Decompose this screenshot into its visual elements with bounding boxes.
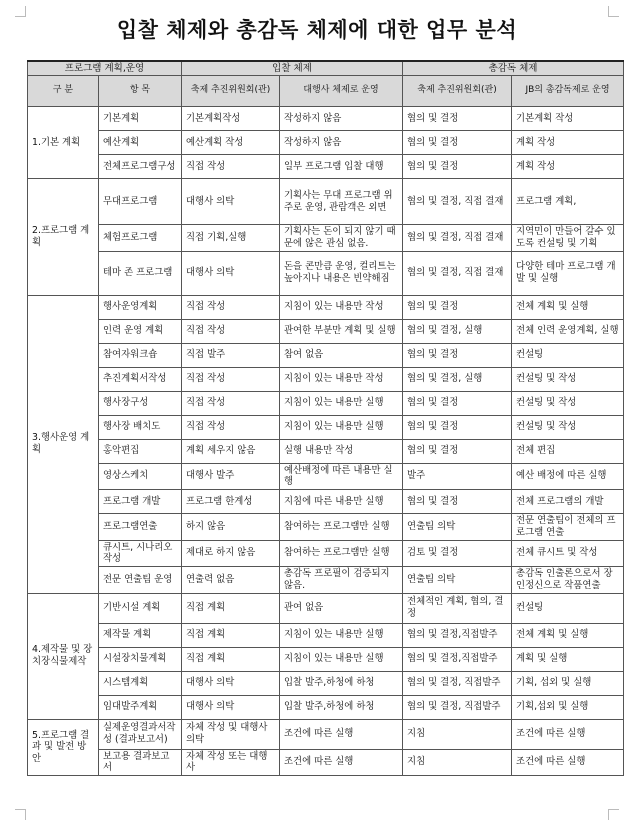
table-cell: 직접 작성 (182, 367, 280, 391)
table-cell: 협의 및 결정 (403, 391, 512, 415)
table-cell: 돈을 콘만큼 운영, 컬리트는 높아지나 내용은 빈약해짐 (280, 251, 403, 295)
table-cell: 예산배정에 따른 내용만 실행 (280, 463, 403, 490)
table-cell: 직접 발주 (182, 343, 280, 367)
table-cell: 영상스케치 (99, 463, 182, 490)
table-row (28, 107, 624, 131)
table-row (28, 463, 624, 490)
table-cell: 지침 (403, 719, 512, 749)
table-row (28, 671, 624, 695)
table-cell: 자체 작성 또는 대행사 (182, 749, 280, 776)
table-cell: 협의 및 결정, 직접발주 (403, 695, 512, 719)
table-cell: 발주 (403, 463, 512, 490)
table-cell: 직접 작성 (182, 391, 280, 415)
table-cell: 협의 및 결정 (403, 439, 512, 463)
header-row-2 (28, 76, 624, 107)
header-item: 항 목 (99, 76, 182, 107)
table-cell: 임대발주계획 (99, 695, 182, 719)
table-cell: 전체프로그램구성 (99, 155, 182, 179)
table-cell: 직접 작성 (182, 319, 280, 343)
table-cell: 지침이 있는 내용만 실행 (280, 415, 403, 439)
table-cell: 지침이 있는 내용만 실행 (280, 623, 403, 647)
table-cell: 시설장치물계획 (99, 647, 182, 671)
table-cell: 기본계획작성 (182, 107, 280, 131)
table-cell: 자체 작성 및 대행사의탁 (182, 719, 280, 749)
table-cell: 지침이 있는 내용만 작성 (280, 295, 403, 319)
table-cell: 검토 및 결정 (403, 540, 512, 567)
table-cell: 대행사 의탁 (182, 179, 280, 225)
table-cell: 하지 않음 (182, 514, 280, 541)
header-director-system: 총감독 체제 (403, 61, 624, 76)
table-cell: 계획 세우지 않음 (182, 439, 280, 463)
table-cell: 행사운영계획 (99, 295, 182, 319)
table-cell: 기획사는 돈이 되지 않기 때문에 않은 관심 없음. (280, 225, 403, 252)
table-cell: 협의 및 결정, 직접 결재 (403, 179, 512, 225)
table-cell: 프로그램 계획, (512, 179, 624, 225)
table-cell: 협의 및 결정 (403, 131, 512, 155)
table-cell: 전체 인력 운영계획, 실행 (512, 319, 624, 343)
table-cell: 대행사 발주 (182, 463, 280, 490)
table-cell: 시스템계획 (99, 671, 182, 695)
group-label: 4.제작물 및 장치장식물제작 (28, 593, 99, 719)
analysis-table (27, 60, 624, 776)
table-cell: 협의 및 결정, 직접발주 (403, 671, 512, 695)
table-cell: 대행사 의탁 (182, 671, 280, 695)
table-cell: 큐시트, 시나리오작성 (99, 540, 182, 567)
table-row (28, 514, 624, 541)
table-cell: 전체 계획 및 실행 (512, 295, 624, 319)
table-cell: 계획 및 실행 (512, 647, 624, 671)
table-cell: 프로그램연출 (99, 514, 182, 541)
table-row (28, 540, 624, 567)
header-category: 구 분 (28, 76, 99, 107)
table-cell: 보고용 결과보고서 (99, 749, 182, 776)
table-cell: 입찰 발주,하청에 하청 (280, 671, 403, 695)
table-cell: 기획, 섭외 및 실행 (512, 671, 624, 695)
table-cell: 체험프로그램 (99, 225, 182, 252)
table-row (28, 623, 624, 647)
table-cell: 직접 계획 (182, 593, 280, 623)
table-row (28, 415, 624, 439)
table-cell: 컨설팅 (512, 343, 624, 367)
table-cell: 협의 및 결정 (403, 295, 512, 319)
table-cell: 협의 및 결정, 직접 결재 (403, 225, 512, 252)
table-cell: 전체 계획 및 실행 (512, 623, 624, 647)
table-cell: 계획 작성 (512, 131, 624, 155)
table-cell: 작성하지 않음 (280, 107, 403, 131)
table-cell: 협의 및 결정, 실행 (403, 319, 512, 343)
table-cell: 예산 배정에 따른 실행 (512, 463, 624, 490)
table-cell: 참여하는 프로그램만 실행 (280, 540, 403, 567)
table-cell: 제작물 계획 (99, 623, 182, 647)
table-cell: 직접 기획,실행 (182, 225, 280, 252)
crop-mark-bottom-left (15, 809, 26, 820)
table-cell: 계획 작성 (512, 155, 624, 179)
table-cell: 기본계획 (99, 107, 182, 131)
header-committee-bidding: 축제 추진위원회(관) (182, 76, 280, 107)
table-cell: 입찰 발주,하청에 하청 (280, 695, 403, 719)
table-cell: 일부 프로그램 입찰 대행 (280, 155, 403, 179)
table-cell: 전체 프로그램의 개발 (512, 490, 624, 514)
table-cell: 연출팀 의탁 (403, 567, 512, 594)
crop-mark-bottom-right (608, 809, 619, 820)
group-label: 5.프로그램 결과 및 발전 방안 (28, 719, 99, 776)
table-row (28, 439, 624, 463)
table-row (28, 131, 624, 155)
table-cell: 협의 및 결정 (403, 490, 512, 514)
table-cell: 다양한 테마 프로그램 개발 및 실행 (512, 251, 624, 295)
header-program-plan: 프로그램 계획,운영 (28, 61, 182, 76)
table-cell: 지침 (403, 749, 512, 776)
header-row-1 (28, 61, 624, 76)
table-cell: 프로그램 한계성 (182, 490, 280, 514)
table-cell: 테마 존 프로그램 (99, 251, 182, 295)
table-row (28, 225, 624, 252)
table-cell: 컨설팅 (512, 593, 624, 623)
table-cell: 전체적인 계획, 협의, 결정 (403, 593, 512, 623)
table-row (28, 647, 624, 671)
table-cell: 직접 계획 (182, 647, 280, 671)
table-cell: 총감독 인출론으로서 장인정신으로 작품연출 (512, 567, 624, 594)
header-jb-director: JB의 총감독제로 운영 (512, 76, 624, 107)
header-bidding-system: 입찰 체제 (182, 61, 403, 76)
table-cell: 직접 작성 (182, 155, 280, 179)
table-cell: 실제운영결과서작성 (결과보고서) (99, 719, 182, 749)
table-cell: 전체 편집 (512, 439, 624, 463)
table-cell: 컨설팅 및 작성 (512, 415, 624, 439)
table-cell: 기반시설 계획 (99, 593, 182, 623)
table-cell: 지침이 있는 내용만 실행 (280, 391, 403, 415)
table-cell: 참여 없음 (280, 343, 403, 367)
header-agency-operation: 대행사 체제로 운영 (280, 76, 403, 107)
table-cell: 전문 연출팀이 전체의 프로그램 연출 (512, 514, 624, 541)
table-cell: 총감독 프로필이 검증되지 않음. (280, 567, 403, 594)
table-cell: 프로그램 개발 (99, 490, 182, 514)
table-cell: 협의 및 결정 (403, 107, 512, 131)
table-cell: 협의 및 결정, 직접 결재 (403, 251, 512, 295)
table-cell: 협의 및 결정,직접발주 (403, 647, 512, 671)
table-cell: 연출력 없음 (182, 567, 280, 594)
group-label: 3.행사운영 계획 (28, 295, 99, 593)
table-cell: 협의 및 결정, 실행 (403, 367, 512, 391)
table-cell: 조건에 따른 실행 (512, 749, 624, 776)
table-cell: 협의 및 결정 (403, 415, 512, 439)
table-row (28, 295, 624, 319)
table-cell: 연출팀 의탁 (403, 514, 512, 541)
table-cell: 추진계획서작성 (99, 367, 182, 391)
table-row (28, 749, 624, 776)
document-title: 입찰 체제와 총감독 체제에 대한 업무 분석 (116, 18, 518, 42)
table-cell: 지침이 있는 내용만 실행 (280, 647, 403, 671)
table-cell: 컨설팅 및 작성 (512, 367, 624, 391)
table-cell: 참여하는 프로그램만 실행 (280, 514, 403, 541)
table-cell: 조건에 따른 실행 (280, 719, 403, 749)
group-label: 2.프로그램 계획 (28, 179, 99, 296)
table-cell: 대행사 의탁 (182, 695, 280, 719)
header-committee-director: 축제 추진위원회(관) (403, 76, 512, 107)
table-row (28, 719, 624, 749)
table-cell: 작성하지 않음 (280, 131, 403, 155)
table-row (28, 251, 624, 295)
table-cell: 지침이 있는 내용만 작성 (280, 367, 403, 391)
table-cell: 제대로 하지 않음 (182, 540, 280, 567)
table-cell: 관여 없음 (280, 593, 403, 623)
table-cell: 홍악편집 (99, 439, 182, 463)
table-cell: 협의 및 결정 (403, 155, 512, 179)
table-cell: 직접 작성 (182, 415, 280, 439)
table-cell: 행사장 배치도 (99, 415, 182, 439)
table-cell: 참여자워크숍 (99, 343, 182, 367)
table-cell: 컨설팅 및 작성 (512, 391, 624, 415)
table-row (28, 695, 624, 719)
table-cell: 기획사는 무대 프로그램 위주로 운영, 관람객은 외면 (280, 179, 403, 225)
table-cell: 관여한 부분만 계획 및 실행 (280, 319, 403, 343)
group-label: 1.기본 계획 (28, 107, 99, 179)
table-cell: 인력 운영 계획 (99, 319, 182, 343)
table-cell: 행사장구성 (99, 391, 182, 415)
table-cell: 전문 연출팀 운영 (99, 567, 182, 594)
table-cell: 예산계획 작성 (182, 131, 280, 155)
table-row (28, 391, 624, 415)
table-cell: 지침에 따른 내용만 실행 (280, 490, 403, 514)
table-cell: 대행사 의탁 (182, 251, 280, 295)
table-cell: 조건에 따른 실행 (280, 749, 403, 776)
table-cell: 지역민이 만들어 갈수 있도록 컨설팅 및 기획 (512, 225, 624, 252)
table-cell: 전체 큐시트 및 작성 (512, 540, 624, 567)
table-cell: 기획,섭외 및 실행 (512, 695, 624, 719)
table-cell: 조건에 따른 실행 (512, 719, 624, 749)
table-row (28, 343, 624, 367)
table-row (28, 593, 624, 623)
table-cell: 협의 및 결정,직접발주 (403, 623, 512, 647)
table-row (28, 490, 624, 514)
table-row (28, 319, 624, 343)
table-row (28, 367, 624, 391)
table-row (28, 155, 624, 179)
table-cell: 예산계획 (99, 131, 182, 155)
table-row (28, 567, 624, 594)
table-cell: 기본계획 작성 (512, 107, 624, 131)
table-cell: 직접 작성 (182, 295, 280, 319)
table-cell: 직접 계획 (182, 623, 280, 647)
table-cell: 협의 및 결정 (403, 343, 512, 367)
table-cell: 실행 내용만 작성 (280, 439, 403, 463)
table-row (28, 179, 624, 225)
table-cell: 무대프로그램 (99, 179, 182, 225)
